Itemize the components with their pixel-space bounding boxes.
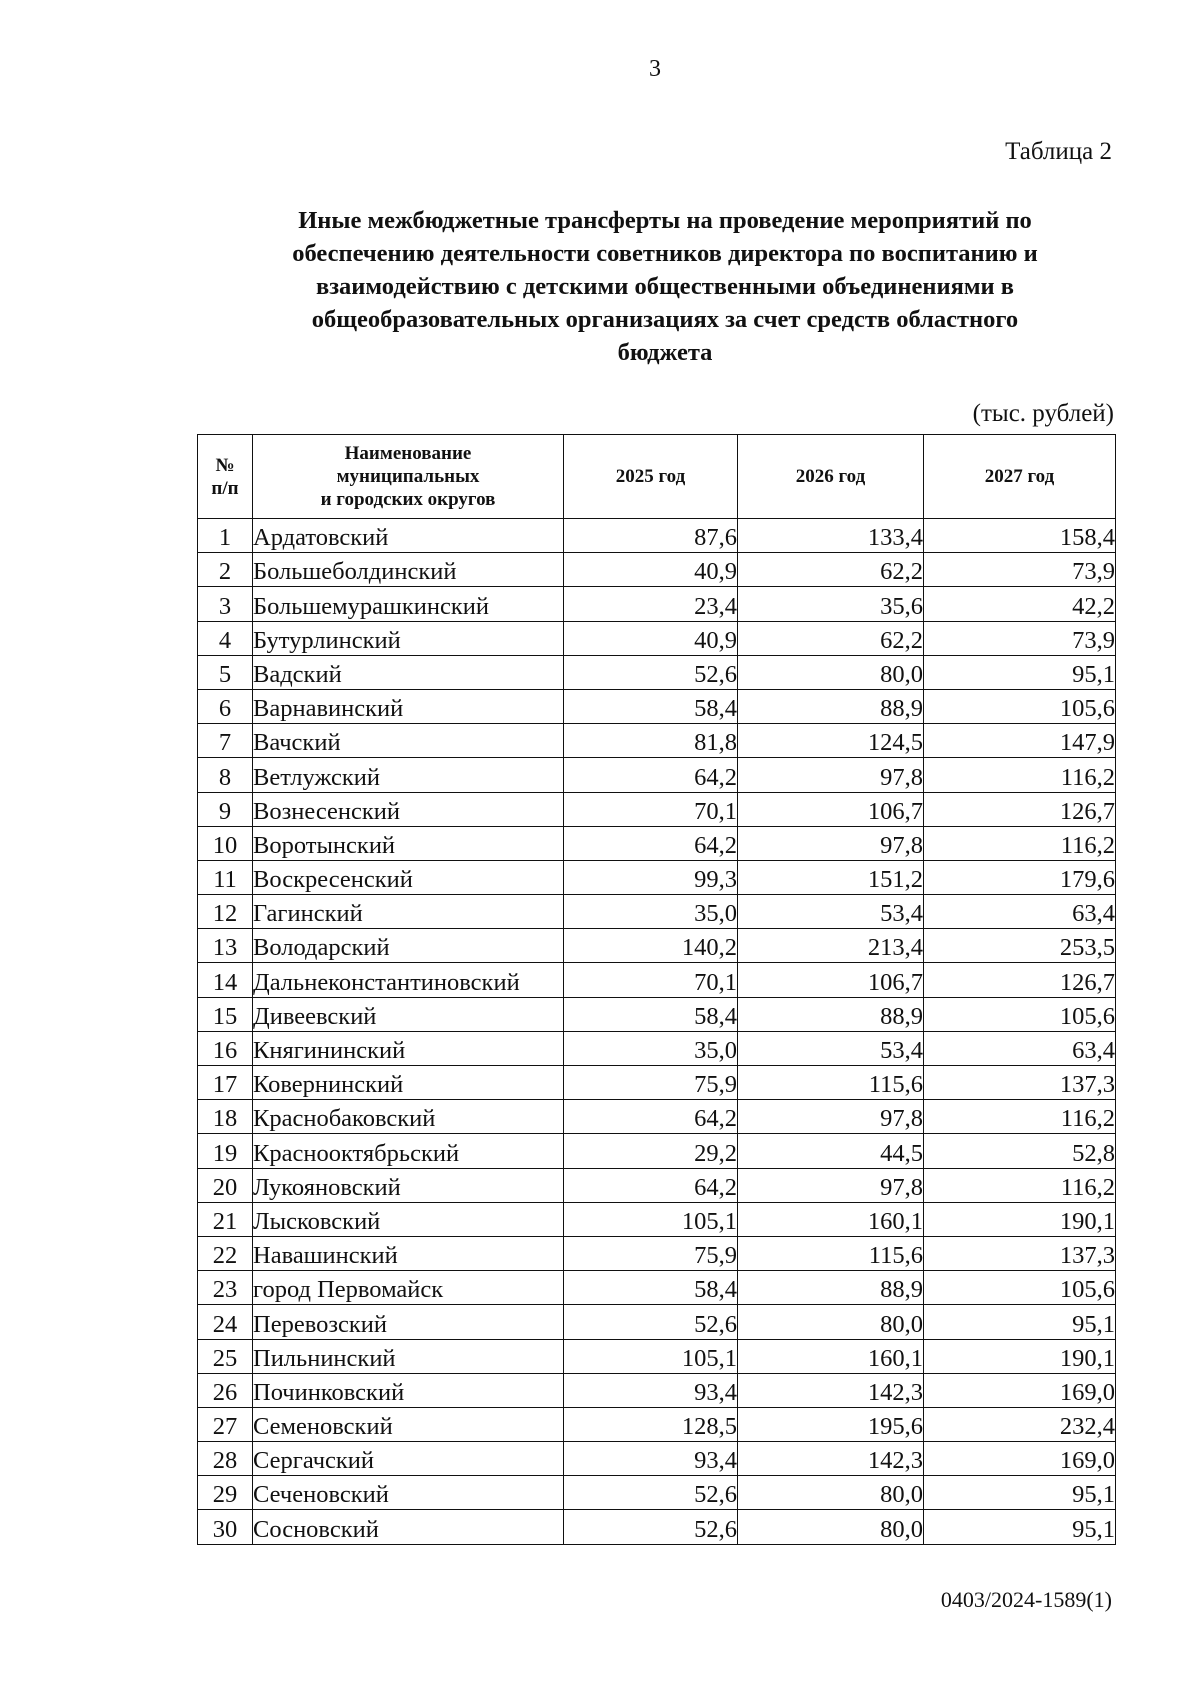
district-name: Большеболдинский [253, 553, 564, 587]
value-2025: 75,9 [564, 1066, 738, 1100]
value-2025: 128,5 [564, 1407, 738, 1441]
row-number: 19 [198, 1134, 253, 1168]
header-2027: 2027 год [924, 435, 1116, 519]
value-2026: 35,6 [738, 587, 924, 621]
value-2027: 105,6 [924, 689, 1116, 723]
district-name: Пильнинский [253, 1339, 564, 1373]
row-number: 14 [198, 963, 253, 997]
row-number: 23 [198, 1271, 253, 1305]
row-number: 22 [198, 1236, 253, 1270]
district-name: Ковернинский [253, 1066, 564, 1100]
header-2026: 2026 год [738, 435, 924, 519]
header-2025: 2025 год [564, 435, 738, 519]
table-row [198, 1202, 1116, 1236]
value-2026: 142,3 [738, 1373, 924, 1407]
value-2025: 58,4 [564, 689, 738, 723]
row-number: 21 [198, 1202, 253, 1236]
table-row [198, 1510, 1116, 1544]
value-2027: 95,1 [924, 1510, 1116, 1544]
value-2025: 23,4 [564, 587, 738, 621]
row-number: 6 [198, 689, 253, 723]
value-2027: 116,2 [924, 826, 1116, 860]
value-2026: 124,5 [738, 724, 924, 758]
table-row [198, 1442, 1116, 1476]
value-2026: 80,0 [738, 1476, 924, 1510]
district-name: Дальнеконстантиновский [253, 963, 564, 997]
district-name: Сосновский [253, 1510, 564, 1544]
row-number: 26 [198, 1373, 253, 1407]
value-2026: 88,9 [738, 689, 924, 723]
table-row [198, 1168, 1116, 1202]
value-2026: 62,2 [738, 621, 924, 655]
value-2027: 158,4 [924, 519, 1116, 553]
value-2027: 73,9 [924, 553, 1116, 587]
value-2027: 169,0 [924, 1373, 1116, 1407]
value-2027: 95,1 [924, 1476, 1116, 1510]
row-number: 29 [198, 1476, 253, 1510]
value-2027: 52,8 [924, 1134, 1116, 1168]
table-header-row [198, 435, 1116, 519]
district-name: Княгининский [253, 1031, 564, 1065]
value-2025: 70,1 [564, 963, 738, 997]
row-number: 2 [198, 553, 253, 587]
value-2026: 80,0 [738, 1305, 924, 1339]
value-2025: 105,1 [564, 1202, 738, 1236]
value-2025: 105,1 [564, 1339, 738, 1373]
value-2027: 116,2 [924, 1100, 1116, 1134]
value-2027: 137,3 [924, 1236, 1116, 1270]
units-label: (тыс. рублей) [972, 400, 1114, 427]
value-2027: 63,4 [924, 1031, 1116, 1065]
value-2027: 190,1 [924, 1339, 1116, 1373]
table-row [198, 587, 1116, 621]
value-2025: 52,6 [564, 1510, 738, 1544]
value-2025: 70,1 [564, 792, 738, 826]
value-2027: 253,5 [924, 929, 1116, 963]
value-2026: 62,2 [738, 553, 924, 587]
value-2025: 99,3 [564, 860, 738, 894]
value-2027: 105,6 [924, 997, 1116, 1031]
row-number: 15 [198, 997, 253, 1031]
value-2026: 142,3 [738, 1442, 924, 1476]
row-number: 25 [198, 1339, 253, 1373]
table-row [198, 963, 1116, 997]
value-2025: 87,6 [564, 519, 738, 553]
title-line: Иные межбюджетные трансферты на проведение мероприятий по [298, 207, 1032, 234]
table-row [198, 1407, 1116, 1441]
table-row [198, 1271, 1116, 1305]
value-2025: 52,6 [564, 655, 738, 689]
value-2025: 35,0 [564, 895, 738, 929]
district-name: город Первомайск [253, 1271, 564, 1305]
header-name: Наименование муниципальных и городских округов [253, 435, 564, 519]
table-row [198, 1305, 1116, 1339]
value-2025: 75,9 [564, 1236, 738, 1270]
value-2025: 58,4 [564, 997, 738, 1031]
district-name: Вачский [253, 724, 564, 758]
row-number: 1 [198, 519, 253, 553]
table-row [198, 860, 1116, 894]
table-row [198, 655, 1116, 689]
table-row [198, 1236, 1116, 1270]
value-2027: 190,1 [924, 1202, 1116, 1236]
value-2026: 106,7 [738, 792, 924, 826]
table-row [198, 1373, 1116, 1407]
value-2025: 35,0 [564, 1031, 738, 1065]
value-2025: 58,4 [564, 1271, 738, 1305]
district-name: Перевозский [253, 1305, 564, 1339]
district-name: Краснобаковский [253, 1100, 564, 1134]
district-name: Сергачский [253, 1442, 564, 1476]
value-2026: 151,2 [738, 860, 924, 894]
transfers-table [197, 434, 1116, 1545]
district-name: Володарский [253, 929, 564, 963]
row-number: 10 [198, 826, 253, 860]
table-row [198, 1100, 1116, 1134]
district-name: Большемурашкинский [253, 587, 564, 621]
value-2026: 88,9 [738, 997, 924, 1031]
value-2026: 80,0 [738, 655, 924, 689]
row-number: 24 [198, 1305, 253, 1339]
district-name: Ветлужский [253, 758, 564, 792]
value-2027: 105,6 [924, 1271, 1116, 1305]
value-2025: 52,6 [564, 1305, 738, 1339]
value-2027: 169,0 [924, 1442, 1116, 1476]
district-name: Краснооктябрьский [253, 1134, 564, 1168]
district-name: Навашинский [253, 1236, 564, 1270]
table-row [198, 1339, 1116, 1373]
document-title [205, 204, 1125, 369]
header-number: № п/п [198, 435, 253, 519]
row-number: 16 [198, 1031, 253, 1065]
value-2026: 160,1 [738, 1339, 924, 1373]
value-2025: 64,2 [564, 1100, 738, 1134]
value-2025: 29,2 [564, 1134, 738, 1168]
row-number: 4 [198, 621, 253, 655]
table-row [198, 997, 1116, 1031]
table-row [198, 621, 1116, 655]
row-number: 7 [198, 724, 253, 758]
title-line: бюджета [617, 339, 713, 366]
district-name: Ардатовский [253, 519, 564, 553]
value-2026: 106,7 [738, 963, 924, 997]
value-2026: 195,6 [738, 1407, 924, 1441]
table-row [198, 1476, 1116, 1510]
value-2027: 95,1 [924, 655, 1116, 689]
value-2027: 42,2 [924, 587, 1116, 621]
table-row [198, 758, 1116, 792]
value-2025: 64,2 [564, 758, 738, 792]
value-2026: 97,8 [738, 826, 924, 860]
value-2027: 126,7 [924, 792, 1116, 826]
row-number: 28 [198, 1442, 253, 1476]
value-2026: 133,4 [738, 519, 924, 553]
table-row [198, 1031, 1116, 1065]
district-name: Дивеевский [253, 997, 564, 1031]
value-2026: 44,5 [738, 1134, 924, 1168]
value-2025: 140,2 [564, 929, 738, 963]
value-2026: 97,8 [738, 1168, 924, 1202]
value-2026: 160,1 [738, 1202, 924, 1236]
district-name: Воротынский [253, 826, 564, 860]
row-number: 3 [198, 587, 253, 621]
value-2027: 116,2 [924, 1168, 1116, 1202]
table-row [198, 826, 1116, 860]
value-2025: 52,6 [564, 1476, 738, 1510]
table-row [198, 929, 1116, 963]
table-row [198, 1134, 1116, 1168]
value-2027: 179,6 [924, 860, 1116, 894]
value-2025: 40,9 [564, 553, 738, 587]
table-body [198, 519, 1116, 1545]
row-number: 12 [198, 895, 253, 929]
district-name: Вознесенский [253, 792, 564, 826]
table-row [198, 553, 1116, 587]
district-name: Бутурлинский [253, 621, 564, 655]
value-2026: 115,6 [738, 1236, 924, 1270]
value-2027: 95,1 [924, 1305, 1116, 1339]
district-name: Лукояновский [253, 1168, 564, 1202]
district-name: Семеновский [253, 1407, 564, 1441]
row-number: 20 [198, 1168, 253, 1202]
district-name: Воскресенский [253, 860, 564, 894]
value-2027: 116,2 [924, 758, 1116, 792]
district-name: Гагинский [253, 895, 564, 929]
table-row [198, 1066, 1116, 1100]
title-line: общеобразовательных организациях за счет средств областного [311, 306, 1019, 333]
value-2025: 93,4 [564, 1373, 738, 1407]
row-number: 11 [198, 860, 253, 894]
row-number: 9 [198, 792, 253, 826]
value-2025: 64,2 [564, 1168, 738, 1202]
row-number: 5 [198, 655, 253, 689]
row-number: 27 [198, 1407, 253, 1441]
table-label: Таблица 2 [1005, 138, 1112, 165]
value-2027: 232,4 [924, 1407, 1116, 1441]
value-2027: 126,7 [924, 963, 1116, 997]
table-row [198, 792, 1116, 826]
district-name: Сеченовский [253, 1476, 564, 1510]
district-name: Вадский [253, 655, 564, 689]
value-2027: 73,9 [924, 621, 1116, 655]
page-number: 3 [649, 56, 661, 82]
table-row [198, 724, 1116, 758]
title-line: обеспечению деятельности советников директора по воспитанию и [292, 240, 1038, 267]
value-2026: 97,8 [738, 1100, 924, 1134]
value-2027: 63,4 [924, 895, 1116, 929]
value-2026: 213,4 [738, 929, 924, 963]
table-row [198, 895, 1116, 929]
value-2025: 81,8 [564, 724, 738, 758]
district-name: Лысковский [253, 1202, 564, 1236]
value-2027: 147,9 [924, 724, 1116, 758]
row-number: 13 [198, 929, 253, 963]
value-2026: 53,4 [738, 895, 924, 929]
row-number: 30 [198, 1510, 253, 1544]
row-number: 18 [198, 1100, 253, 1134]
table-row [198, 519, 1116, 553]
district-name: Починковский [253, 1373, 564, 1407]
district-name: Варнавинский [253, 689, 564, 723]
document-code: 0403/2024-1589(1) [940, 1587, 1112, 1612]
table-row [198, 689, 1116, 723]
value-2026: 88,9 [738, 1271, 924, 1305]
value-2026: 80,0 [738, 1510, 924, 1544]
value-2025: 64,2 [564, 826, 738, 860]
row-number: 8 [198, 758, 253, 792]
value-2027: 137,3 [924, 1066, 1116, 1100]
value-2026: 115,6 [738, 1066, 924, 1100]
value-2026: 53,4 [738, 1031, 924, 1065]
value-2026: 97,8 [738, 758, 924, 792]
row-number: 17 [198, 1066, 253, 1100]
value-2025: 93,4 [564, 1442, 738, 1476]
title-line: взаимодействию с детскими общественными объединениями в [315, 273, 1014, 300]
value-2025: 40,9 [564, 621, 738, 655]
